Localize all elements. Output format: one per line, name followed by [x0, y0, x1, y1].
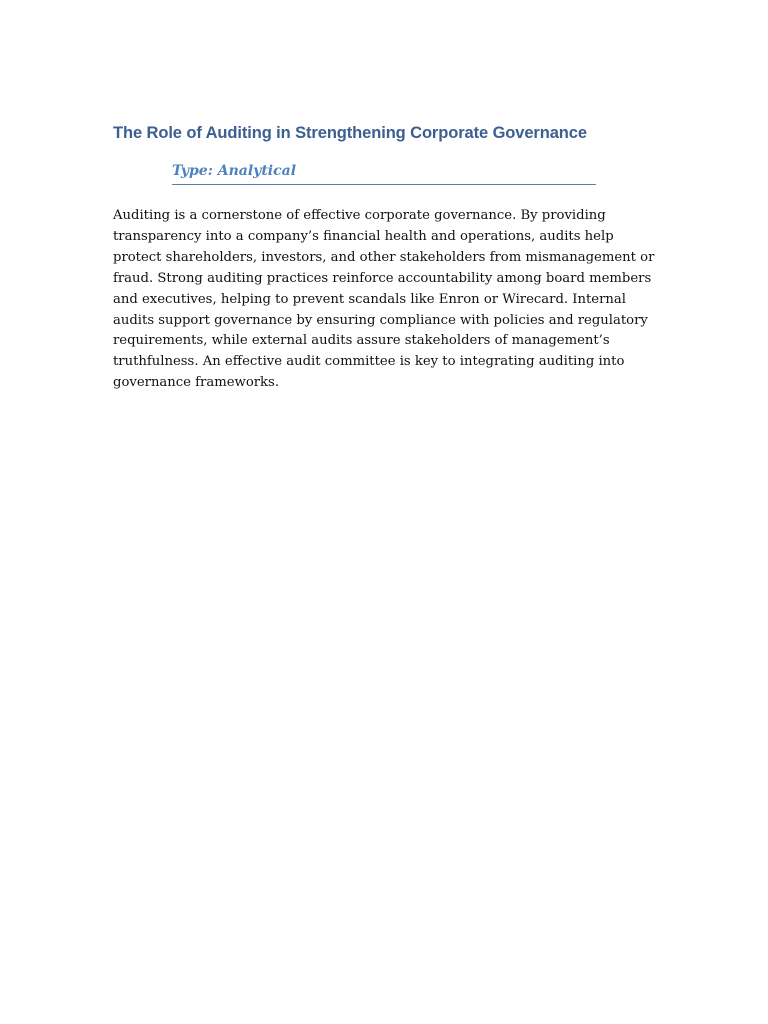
- subtitle-block: [172, 162, 596, 185]
- page-title: The Role of Auditing in Strengthening Corporate Governance: [113, 124, 587, 142]
- body-paragraph: Auditing is a cornerstone of effective corporate governance. By providing transparency into a company’s financial health and operations, audits help protect shareholders, investors, and other stakeholders from mismanagement or fraud. Strong auditing practices reinforce accountability among board members and executives, helping to prevent scandals like Enron or Wirecard. Internal audits support governance by ensuring compliance with policies and regulatory requirements, while external audits assure stakeholders of management’s truthfulness. An effective audit committee is key to integrating auditing into governance frameworks.: [113, 208, 655, 391]
- document-type-label: Type: Analytical: [172, 163, 297, 179]
